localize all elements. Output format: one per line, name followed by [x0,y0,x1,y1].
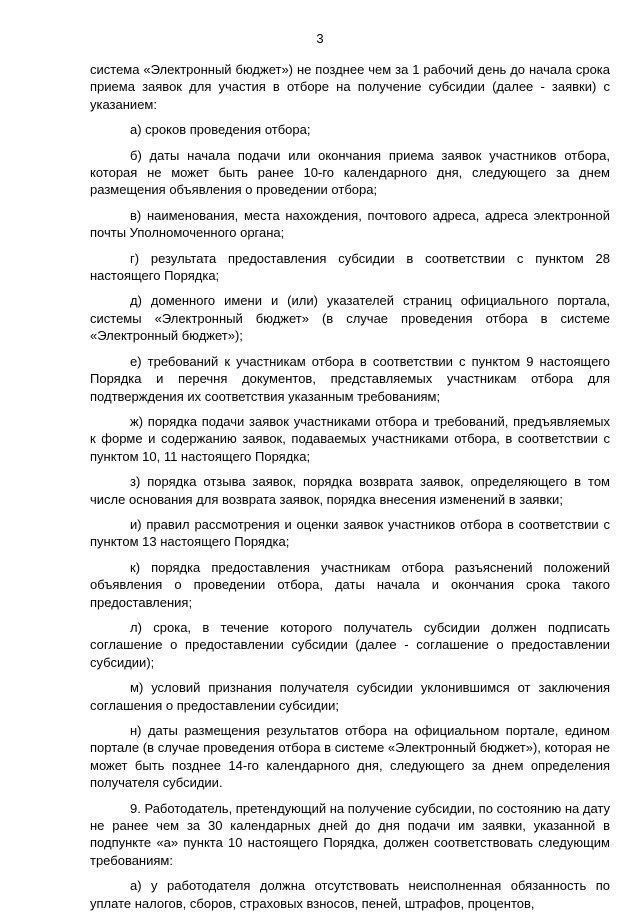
document-body [90,61,610,920]
paragraph-item-v: в) наименования, места нахождения, почтового адреса, адреса электронной почты Уполномоченного органа; [90,207,610,241]
paragraph-section-9: 9. Работодатель, претендующий на получение субсидии, по состоянию на дату не ранее чем за 30 календарных дней до дня подачи им заявки, указанной в подпункте «а» пункта 10 настоящего Порядка, должен соответствовать следующим требованиям: [90,800,610,868]
paragraph-item-zh: ж) порядка подачи заявок участниками отбора и требований, предъявляемых к форме и содержанию заявок, подаваемых участниками отбора, в соответствии с пунктом 10, 11 настоящего Порядка; [90,413,610,464]
paragraph-item-a: а) сроков проведения отбора; [130,122,311,138]
paragraph-item-b: б) даты начала подачи или окончания приема заявок участников отбора, которая не может быть ранее 10-го календарного дня, следующего за днем размещения объявления о проведении отбора; [90,147,610,198]
paragraph-item-l: л) срока, в течение которого получатель субсидии должен подписать соглашение о предоставлении субсидии (далее - соглашение о предоставлении субсидии); [90,619,610,670]
paragraph-continuation: система «Электронный бюджет») не позднее чем за 1 рабочий день до начала срока приема заявок для участия в отборе на получение субсидии (далее - заявки) с указанием: [90,62,610,112]
paragraph-item-d: д) доменного имени и (или) указателей страниц официального портала, системы «Электронный бюджет» (в случае проведения отбора в системе «Электронный бюджет»); [90,293,610,344]
paragraph-item-i: и) правил рассмотрения и оценки заявок участников отбора в соответствии с пунктом 13 настоящего Порядка; [90,516,610,550]
paragraph-item-z: з) порядка отзыва заявок, порядка возврата заявок, определяющего в том числе основания для возврата заявок, порядка внесения изменений в заявки; [90,474,610,507]
paragraph-item-g: г) результата предоставления субсидии в соответствии с пунктом 28 настоящего Порядка; [90,250,610,284]
paragraph-section-9-item-a: а) у работодателя должна отсутствовать неисполненная обязанность по уплате налогов, сборов, страховых взносов, пеней, штрафов, процентов, [90,878,610,911]
paragraph-item-m: м) условий признания получателя субсидии уклонившимся от заключения соглашения о предоставлении субсидии; [90,680,610,713]
paragraph-item-n: н) даты размещения результатов отбора на официальном портале, едином портале (в случае проведения отбора в системе «Электронный бюджет»), которая не может быть позднее 14-го календарного дня, следующего за днем определения получателя субсидии. [90,723,610,791]
paragraph-item-k: к) порядка предоставления участникам отбора разъяснений положений объявления о проведении отбора, даты начала и окончания срока такого предоставления; [90,559,610,610]
paragraph-item-e: е) требований к участникам отбора в соответствии с пунктом 9 настоящего Порядка и перечня документов, представляемых участникам отбора для подтверждения их соответствия указанным требованиям; [90,353,610,404]
page-number: 3 [316,31,324,46]
